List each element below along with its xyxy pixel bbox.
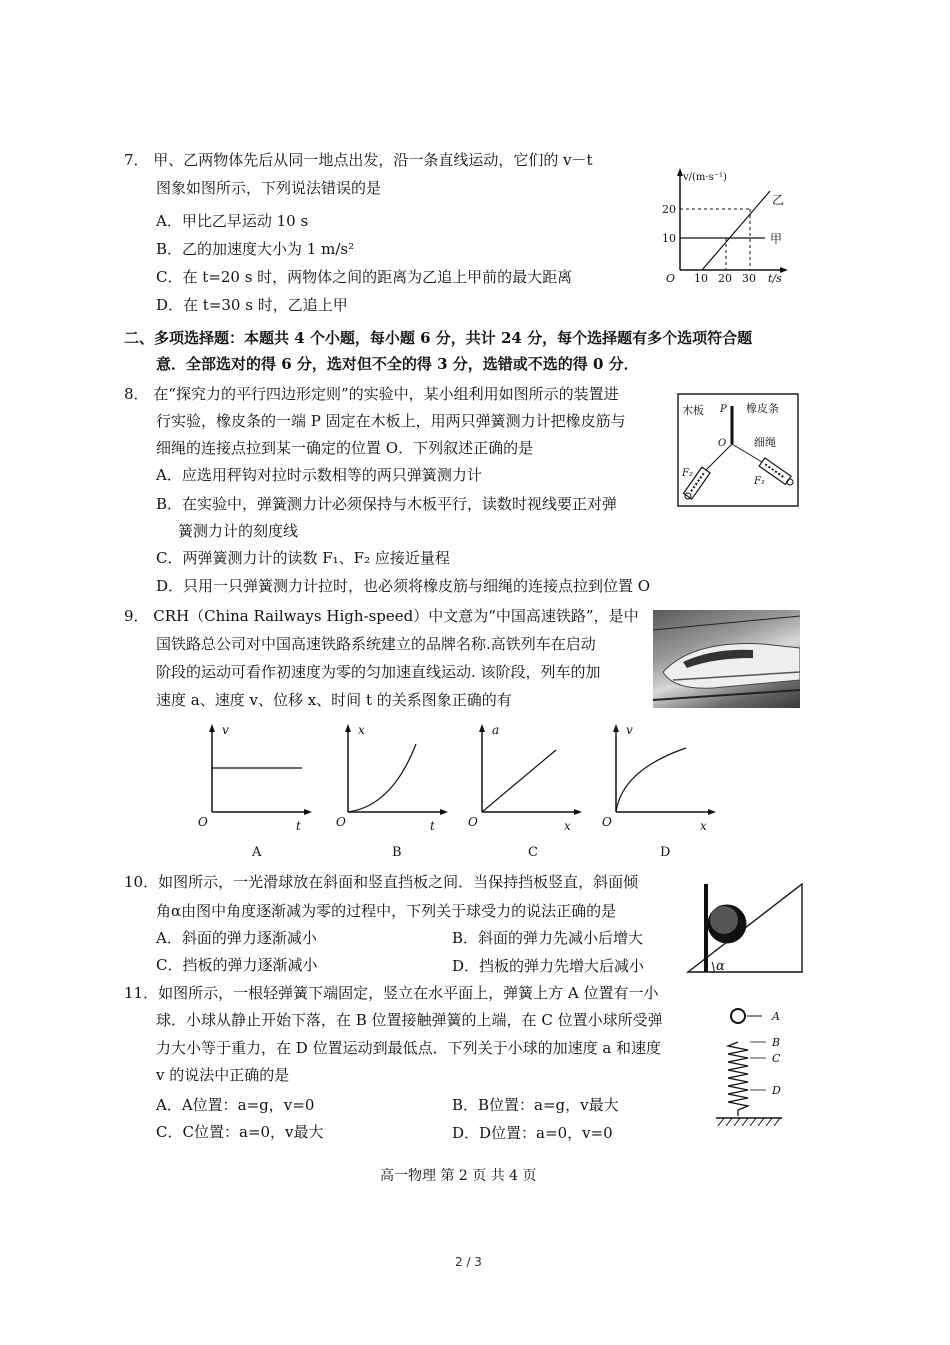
q9-c-origin: O: [468, 815, 478, 829]
q9-b-origin: O: [336, 815, 346, 829]
q11-line2: 球．小球从静止开始下落，在 B 位置接触弹簧的上端，在 C 位置小球所受弹: [156, 1011, 663, 1029]
q7-stem-line1: 7． 甲、乙两物体先后从同一地点出发，沿一条直线运动，它们的 v－t: [124, 151, 593, 169]
q11-label-a: A: [772, 1010, 780, 1023]
q10-line2: 角α由图中角度逐渐减为零的过程中，下列关于球受力的说法正确的是: [156, 902, 617, 920]
q7-option-a: A．甲比乙早运动 10 s: [156, 212, 309, 230]
q9-c-option-label: C: [528, 845, 538, 860]
q8-option-c: C．两弹簧测力计的读数 F₁、F₂ 应接近量程: [156, 549, 450, 567]
q10-angle-arc: [712, 962, 714, 972]
q11-line4: v 的说法中正确的是: [156, 1066, 290, 1084]
q11-label-c: C: [772, 1052, 781, 1065]
q9-d-xlabel: x: [700, 819, 707, 833]
q9-graph-a: [198, 723, 312, 860]
q9-c-curve: [482, 750, 556, 812]
q8-ring-f1: [787, 479, 793, 485]
q9-c-x-arrow-icon: [574, 809, 582, 815]
q11-option-c: C．C位置：a=0，v最大: [156, 1123, 324, 1141]
q11-line3: 力大小等于重力，在 D 位置运动到最低点．下列关于小球的加速度 a 和速度: [156, 1039, 662, 1057]
q8-option-b-line2: 簧测力计的刻度线: [178, 522, 299, 540]
q7-label-jia: 甲: [770, 232, 783, 246]
q9-train-photo: [653, 610, 800, 708]
q9-graph-b: [336, 723, 448, 860]
page-number: 2 / 3: [455, 1255, 482, 1269]
q11-spring: [728, 1042, 748, 1110]
q9-line2: 国铁路总公司对中国高速铁路系统建立的品牌名称.高铁列车在启动: [156, 635, 596, 653]
q7-line-yi: [702, 191, 770, 270]
q11-option-d: D．D位置：a=0，v=0: [452, 1124, 613, 1142]
q8-option-d: D．只用一只弹簧测力计拉时，也必须将橡皮筋与细绳的连接点拉到位置 O: [156, 577, 651, 595]
q9-b-y-arrow-icon: [345, 724, 351, 732]
q7-tick-x30: 30: [742, 272, 756, 284]
q10-ball-shade: [710, 906, 738, 934]
q9-train-icon: [653, 610, 800, 708]
q9-d-y-arrow-icon: [613, 724, 619, 732]
q9-b-curve: [348, 744, 416, 812]
q10-option-c: C．挡板的弹力逐渐减小: [156, 956, 318, 974]
q9-graph-c: [468, 723, 582, 860]
q7-xlabel: t/s: [768, 272, 782, 284]
q11-spring-figure: [714, 1000, 794, 1128]
q9-b-option-label: B: [392, 845, 402, 860]
q11-option-a: A．A位置：a=g，v=0: [156, 1096, 315, 1114]
q9-d-x-arrow-icon: [708, 809, 716, 815]
q8-label-f2: F₂: [682, 468, 693, 479]
q9-d-origin: O: [602, 815, 612, 829]
q7-tick-x10: 10: [694, 272, 708, 284]
q11-option-b: B．B位置：a=g，v最大: [452, 1096, 619, 1114]
q11-ball: [731, 1009, 745, 1023]
q10-alpha-label: α: [716, 959, 725, 974]
q8-label-p: P: [720, 404, 727, 415]
q10-incline-figure: [684, 880, 806, 976]
q9-a-option-label: A: [252, 845, 262, 860]
q9-c-ylabel: a: [492, 723, 500, 737]
q8-apparatus-figure: [676, 392, 802, 510]
section2-line2: 意．全部选对的得 6 分，选对但不全的得 3 分，选错或不选的得 0 分．: [156, 355, 639, 373]
q11-ground-hatch: [718, 1118, 780, 1126]
q9-a-origin: O: [198, 815, 208, 829]
q10-option-a: A．斜面的弹力逐渐减小: [156, 929, 317, 947]
q7-label-yi: 乙: [772, 193, 785, 207]
section2-line1: 二、多项选择题：本题共 4 个小题，每小题 6 分，共计 24 分，每个选择题有多个选项符合题: [124, 329, 753, 347]
q11-label-b: B: [772, 1036, 781, 1049]
q9-a-x-arrow-icon: [304, 809, 312, 815]
q9-c-y-arrow-icon: [479, 724, 485, 732]
q9-graph-d: [602, 723, 716, 860]
q9-c-xlabel: x: [564, 819, 571, 833]
q10-option-d: D．挡板的弹力先增大后减小: [452, 957, 645, 975]
q9-d-option-label: D: [660, 845, 671, 860]
q10-option-b: B．斜面的弹力先减小后增大: [452, 929, 644, 947]
q9-graphs: [196, 722, 726, 862]
q7-option-d: D．在 t=30 s 时，乙追上甲: [156, 296, 348, 314]
q9-d-ylabel: v: [626, 723, 633, 737]
q7-option-b: B．乙的加速度大小为 1 m/s²: [156, 240, 355, 258]
q11-line1: 11．如图所示，一根轻弹簧下端固定，竖立在水平面上，弹簧上方 A 位置有一小: [124, 984, 659, 1002]
q9-d-curve: [616, 748, 686, 812]
q8-label-board: 木板: [682, 404, 704, 417]
q7-stem-line2: 图象如图所示，下列说法错误的是: [156, 179, 382, 197]
q7-vt-graph: [660, 166, 795, 284]
q8-line3: 细绳的连接点拉到某一确定的位置 O．下列叙述正确的是: [156, 439, 534, 457]
q9-b-xlabel: t: [430, 819, 435, 833]
q8-label-rope: 细绳: [754, 436, 776, 449]
q7-option-c: C．在 t=20 s 时，两物体之间的距离为乙追上甲前的最大距离: [156, 268, 573, 286]
q8-line2: 行实验，橡皮条的一端 P 固定在木板上，用两只弹簧测力计把橡皮筋与: [156, 412, 626, 430]
q9-a-y-arrow-icon: [209, 724, 215, 732]
q9-line1: 9． CRH（China Railways High-speed）中文意为“中国高速铁路”，是中: [124, 607, 639, 625]
page-footer: 高一物理 第 2 页 共 4 页: [380, 1168, 537, 1184]
q9-line4: 速度 a、速度 v、位移 x、时间 t 的关系图象正确的有: [156, 691, 512, 709]
q10-line1: 10．如图所示，一光滑球放在斜面和竖直挡板之间．当保持挡板竖直，斜面倾: [124, 873, 639, 891]
q8-label-rubber: 橡皮条: [746, 402, 779, 415]
q8-option-a: A．应选用秤钩对拉时示数相等的两只弹簧测力计: [156, 466, 482, 484]
q9-a-xlabel: t: [296, 819, 301, 833]
q8-line1: 8． 在“探究力的平行四边形定则”的实验中，某小组利用如图所示的装置进: [124, 385, 619, 403]
q9-b-ylabel: x: [358, 723, 365, 737]
q8-option-b-line1: B．在实验中，弹簧测力计必须保持与木板平行，读数时视线要正对弹: [156, 495, 618, 513]
q7-tick-x20: 20: [718, 272, 732, 284]
q7-ylabel: v/(m·s⁻¹): [683, 172, 727, 183]
q9-a-ylabel: v: [222, 723, 229, 737]
q11-label-d: D: [772, 1084, 781, 1097]
q9-b-x-arrow-icon: [440, 809, 448, 815]
q7-tick-y10: 10: [662, 232, 676, 245]
q9-line3: 阶段的运动可看作初速度为零的匀加速直线运动. 该阶段，列车的加: [156, 663, 601, 681]
q7-origin: O: [666, 272, 676, 284]
q8-label-o: O: [718, 438, 727, 449]
q8-label-f1: F₁: [754, 476, 765, 487]
q7-tick-y20: 20: [662, 203, 676, 216]
